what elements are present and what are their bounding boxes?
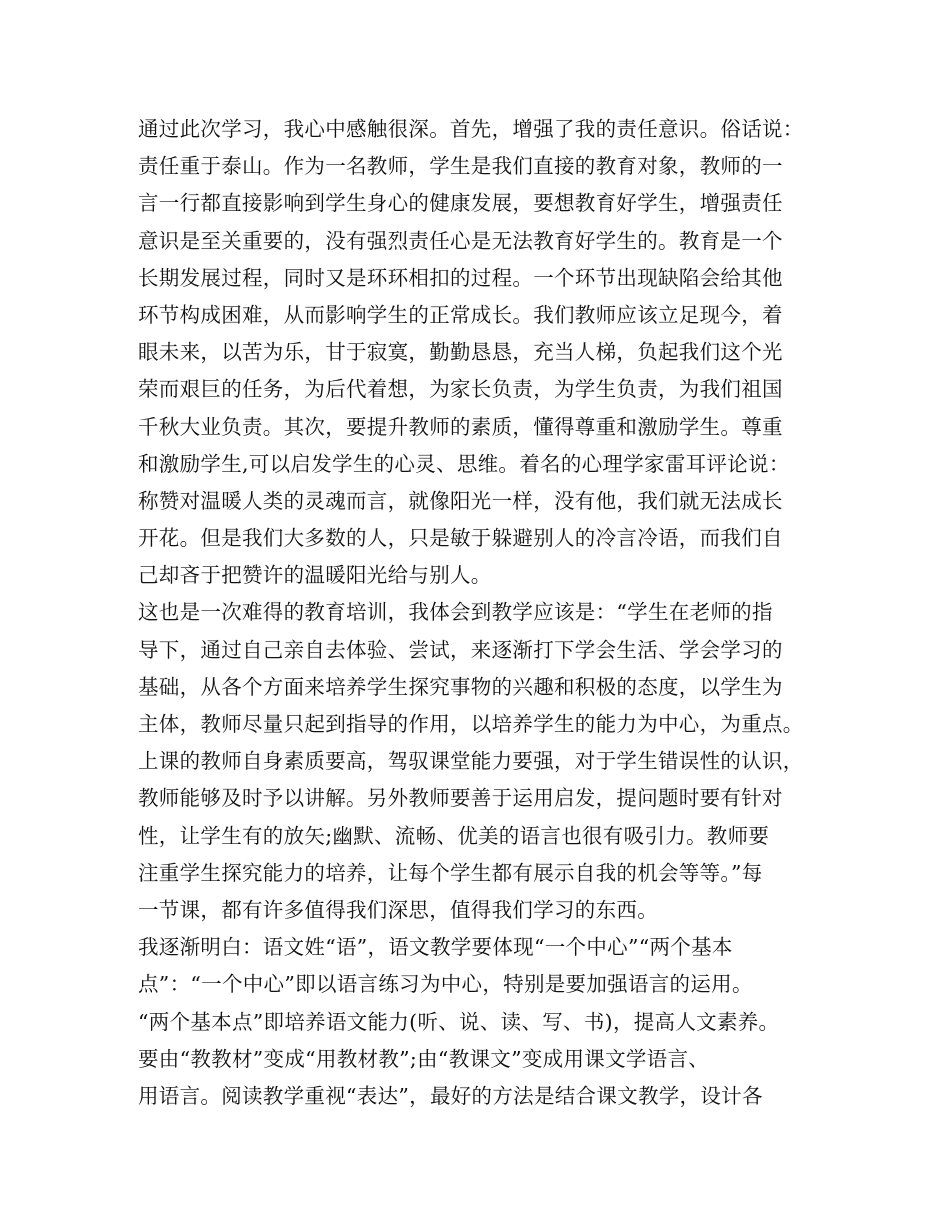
- text-line: 主体，教师尽量只起到指导的作用，以培养学生的能力为中心，为重点。: [138, 712, 804, 736]
- text-line: “两个基本点”即培养语文能力(听、说、读、写、书)，提高人文素养。: [138, 1009, 780, 1034]
- text-line: 上课的教师自身素质要高，驾驭课堂能力要强，对于学生错误性的认识，: [138, 749, 804, 774]
- body-text: [138, 111, 828, 1115]
- text-line: 眼未来，以苦为乐，甘于寂寞，勤勤恳恳，充当人梯，负起我们这个光: [138, 340, 783, 365]
- text-line: 意识是至关重要的，没有强烈责任心是无法教育好学生的。教育是一个: [138, 228, 783, 253]
- text-line: 导下，通过自己亲自去体验、尝试，来逐渐打下学会生活、学会学习的: [138, 637, 783, 662]
- text-line: 长期发展过程，同时又是环环相扣的过程。一个环节出现缺陷会给其他: [138, 265, 783, 290]
- text-line: 一节课，都有许多值得我们深思，值得我们学习的东西。: [138, 897, 658, 922]
- text-line: 言一行都直接影响到学生身心的健康发展，要想教育好学生，增强责任: [138, 191, 783, 216]
- text-line: 责任重于泰山。作为一名教师，学生是我们直接的教育对象，教师的一: [138, 154, 783, 179]
- text-line: 环节构成困难，从而影响学生的正常成长。我们教师应该立足现今，着: [138, 302, 783, 327]
- text-line: 注重学生探究能力的培养，让每个学生都有展示自我的机会等等。”每: [138, 860, 763, 885]
- text-line: 我逐渐明白：语文姓“语”，语文教学要体现“一个中心”“两个基本: [138, 935, 733, 960]
- text-line: 千秋大业负责。其次，要提升教师的素质，懂得尊重和激励学生。尊重: [138, 414, 783, 439]
- text-line: 己却吝于把赞许的温暖阳光给与别人。: [138, 563, 492, 588]
- text-line: 荣而艰巨的任务，为后代着想，为家长负责，为学生负责，为我们祖国: [138, 377, 783, 402]
- text-line: 和激励学生,可以启发学生的心灵、思维。着名的心理学家雷耳评论说：: [138, 451, 790, 476]
- text-line: 这也是一次难得的教育培训，我体会到教学应该是：“学生在老师的指: [138, 600, 773, 625]
- text-line: 要由“教教材”变成“用教材教”;由“教课文”变成用课文学语言、: [138, 1046, 710, 1071]
- text-line: 性，让学生有的放矢;幽默、流畅、优美的语言也很有吸引力。教师要: [138, 823, 770, 848]
- text-line: 基础，从各个方面来培养学生探究事物的兴趣和积极的态度，以学生为: [138, 674, 783, 699]
- text-line: 教师能够及时予以讲解。另外教师要善于运用启发，提问题时要有针对: [138, 786, 783, 811]
- text-line: 通过此次学习，我心中感触很深。首先，增强了我的责任意识。俗话说：: [138, 117, 804, 141]
- text-line: 用语言。阅读教学重视“表达”，最好的方法是结合课文教学，设计各: [138, 1083, 763, 1108]
- text-line: 开花。但是我们大多数的人，只是敏于躲避别人的冷言冷语，而我们自: [138, 526, 783, 551]
- text-line: 点”：“一个中心”即以语言练习为中心，特别是要加强语言的运用。: [138, 972, 753, 997]
- text-line: 称赞对温暖人类的灵魂而言，就像阳光一样，没有他，我们就无法成长: [138, 488, 783, 513]
